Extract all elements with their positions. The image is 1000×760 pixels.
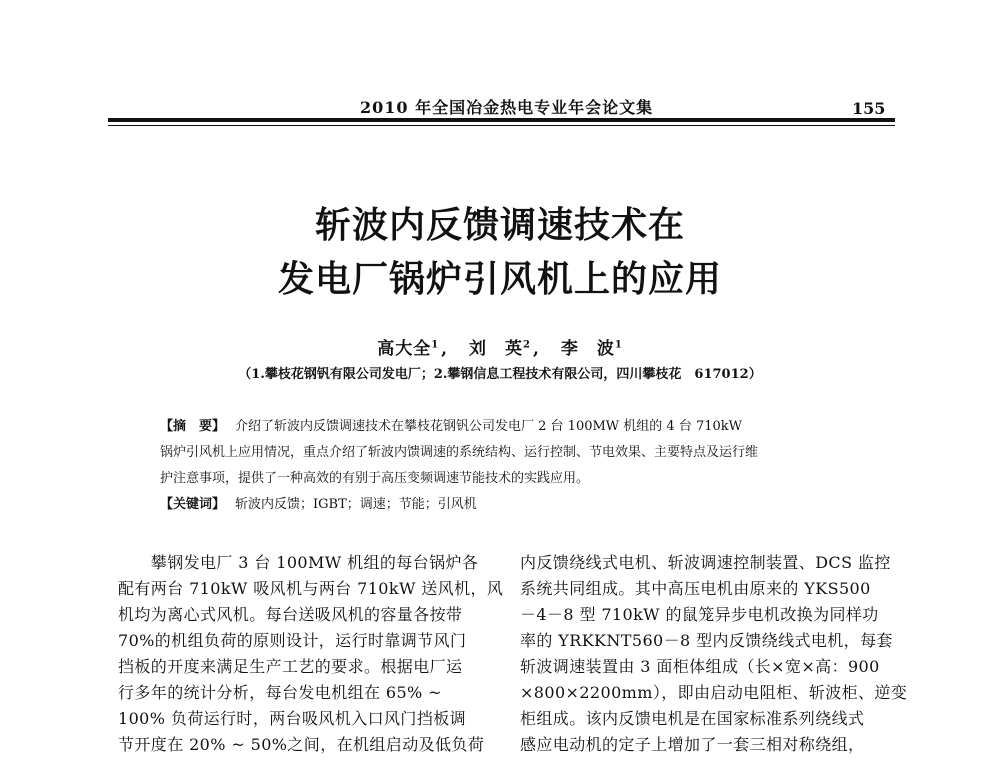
body-line-left: 100% 负荷运行时，两台吸风机入口风门挡板调 [118, 709, 467, 728]
article-title-line1: 斩波内反馈调速技术在 [314, 204, 685, 246]
page-number: 155 [852, 99, 886, 118]
author-name: 高大全 [377, 339, 432, 359]
body-line-left: 配有两台 710kW 吸风机与两台 710kW 送风机，风 [118, 579, 504, 598]
article-title-line2: 发电厂锅炉引风机上的应用 [277, 258, 722, 300]
body-line-left: 挡板的开度来满足生产工艺的要求。根据电厂运 [118, 657, 463, 676]
body-line-right: 柜组成。该内反馈电机是在国家标准系列绕线式 [520, 709, 865, 728]
author-name: 李 波 [560, 339, 615, 359]
body-line-right: 系统共同组成。其中高压电机由原来的 YKS500 [520, 579, 871, 598]
body-line-left: 机均为离心式风机。每台送吸风机的容量各按带 [118, 605, 463, 624]
body-line-left: 攀钢发电厂 3 台 100MW 机组的每台锅炉各 [118, 553, 479, 572]
author-name: 刘 英 [469, 339, 524, 359]
header-rule-thin [108, 125, 895, 126]
abstract-label: 【摘 要】 [160, 419, 226, 434]
abstract-text: 介绍了斩波内反馈调速技术在攀枝花钢钒公司发电厂 2 台 100MW 机组的 4 台 710kW [235, 419, 743, 434]
author-affiliation-mark: 2 [523, 339, 531, 351]
author-affiliation-mark: 1 [614, 339, 623, 351]
affiliation: （1.攀枝花钢钒有限公司发电厂；2.攀钢信息工程技术有限公司，四川攀枝花 617012） [238, 367, 762, 382]
keywords-label: 【关键词】 [160, 497, 226, 512]
body-line-right: 率的 YRKKNT560－8 型内反馈绕线式电机，每套 [520, 631, 893, 650]
abstract-line: 锅炉引风机上应用情况，重点介绍了斩波内馈调速的系统结构、运行控制、节电效果、主要特点及运行维 [160, 445, 759, 460]
keywords-line [160, 493, 477, 512]
author-affiliation-mark: 1 [431, 339, 440, 351]
abstract-line [160, 415, 742, 434]
body-line-left: 节开度在 20% ~ 50%之间，在机组启动及低负荷 [118, 735, 485, 754]
keywords-text: 斩波内反馈；IGBT；调速；节能；引风机 [235, 497, 477, 512]
body-line-right: ×800×2200mm），即由启动电阻柜、斩波柜、逆变 [520, 683, 908, 702]
author-list: 高大全$^1$ , 刘 英$^2$ , 李 波$^1$ [377, 339, 623, 359]
running-header-title: 2010 年全国冶金热电专业年会论文集 [360, 98, 654, 117]
header-rule-thick [108, 118, 895, 122]
body-line-right: －4－8 型 710kW 的鼠笼异步电机改换为同样功 [520, 605, 879, 624]
body-line-right: 斩波调速装置由 3 面柜体组成（长×宽×高：900 [520, 657, 880, 676]
abstract-line: 护注意事项，提供了一种高效的有别于高压变频调速节能技术的实践应用。 [160, 471, 590, 486]
body-line-left: 行多年的统计分析，每台发电机组在 65% ~ [118, 683, 442, 702]
body-line-left: 70%的机组负荷的原则设计，运行时靠调节风门 [118, 631, 467, 650]
body-line-right: 感应电动机的定子上增加了一套三相对称绕组， [520, 735, 865, 754]
body-line-right: 内反馈绕线式电机、斩波调速控制装置、DCS 监控 [520, 553, 891, 572]
